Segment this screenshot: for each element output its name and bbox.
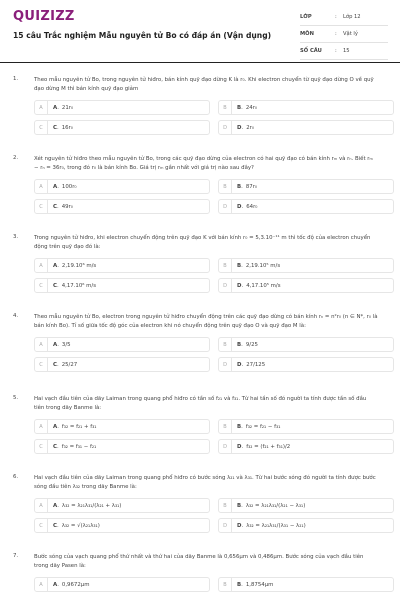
option-letter-badge: B [219, 101, 232, 114]
option-letter-badge: C [35, 200, 48, 213]
option-text: λ₃₂ = λ₂₁λ₃₁/(λ₃₁ − λ₂₁) [246, 522, 306, 529]
answer-options [34, 577, 390, 592]
option-text: 0,9672μm [61, 581, 90, 588]
answer-option[interactable] [34, 120, 210, 135]
page-title: 15 câu Trắc nghiệm Mẫu nguyên tử Bo có đáp án (Vận dụng) [13, 31, 272, 40]
answer-options [34, 419, 390, 454]
option-letter: A [53, 104, 58, 111]
answer-option[interactable] [218, 100, 394, 115]
option-dot: . [241, 124, 244, 131]
option-text: 1,8754μm [245, 581, 274, 588]
question-item [0, 313, 400, 372]
option-text: 21r₀ [61, 104, 74, 111]
meta-row-class [300, 9, 388, 26]
option-text: f₃₂ = (f₂₁ + f₃₁)/2 [246, 443, 291, 450]
option-dot: . [56, 203, 59, 210]
option-text: 4,17.10⁵ m/s [246, 282, 281, 289]
option-text: 100r₀ [61, 183, 77, 190]
option-text: 64r₀ [246, 203, 258, 210]
option-letter-badge: B [219, 499, 232, 512]
option-letter: D [237, 361, 242, 368]
option-letter: B [237, 183, 242, 190]
option-dot: . [57, 104, 59, 111]
option-text: 49r₀ [61, 203, 73, 210]
option-letter-badge: D [219, 121, 232, 134]
option-text: f₃₂ = f₂₁ − f₃₁ [245, 423, 281, 430]
option-letter: D [237, 522, 242, 529]
option-letter-badge: D [219, 200, 232, 213]
option-dot: . [56, 522, 59, 529]
option-text: 24r₀ [245, 104, 258, 111]
question-text: Xét nguyên tử hiđro theo mẫu nguyên tử Bo, trong các quỹ đạo dừng của electron có hai quỹ đạo có bán kính rₘ và rₙ. Biết rₘ − rₙ = 36r₀, trong đó r₀ là bán kính Bo. Giá trị rₘ gần nhất với giá trị nào sau đây? [34, 156, 373, 171]
question-text: Hai vạch đầu tiên của dãy Laiman trong quang phổ hiđro có bước sóng λ₂₁ và λ₃₁. Từ hai bước sóng đó người ta tính được bước sóng đầu tiên λ₃₂ trong dãy Banme là: [34, 475, 376, 490]
option-letter-badge: C [35, 519, 48, 532]
option-dot: . [241, 262, 243, 269]
option-text: 3/5 [61, 341, 71, 348]
meta-row-count [300, 43, 388, 60]
question-number: 4. [13, 313, 19, 319]
option-dot: . [56, 124, 59, 131]
question-text: Theo mẫu nguyên tử Bo, trong nguyên tử hiđro, bán kính quỹ đạo dừng K là r₀. Khi electron chuyển từ quỹ đạo dừng O về quỹ đạo dừng M thì bán kính quỹ đạo giảm [34, 77, 374, 92]
option-dot: . [56, 443, 59, 450]
header [0, 0, 400, 62]
option-dot: . [241, 443, 244, 450]
option-letter: B [237, 581, 242, 588]
option-text: 16r₀ [61, 124, 73, 131]
question-number: 5. [13, 395, 19, 401]
option-letter: A [53, 341, 58, 348]
option-text: 2,19.10⁵ m/s [245, 262, 281, 269]
meta-row-subject [300, 26, 388, 43]
option-text: f₃₂ = f₃₁ − f₂₁ [61, 443, 97, 450]
answer-option[interactable] [218, 357, 394, 372]
option-letter-badge: A [35, 180, 48, 193]
option-letter: A [53, 183, 58, 190]
answer-option[interactable] [34, 439, 210, 454]
answer-option[interactable] [218, 419, 394, 434]
option-letter: B [237, 341, 242, 348]
option-letter-badge: A [35, 499, 48, 512]
option-letter-badge: A [35, 101, 48, 114]
answer-option[interactable] [218, 179, 394, 194]
answer-options [34, 100, 390, 135]
question-item [0, 395, 400, 454]
option-letter: A [53, 581, 58, 588]
option-text: 27/125 [246, 361, 266, 368]
meta-colon: : [335, 48, 337, 54]
option-dot: . [241, 183, 243, 190]
option-dot: . [57, 183, 59, 190]
answer-option[interactable] [218, 120, 394, 135]
question-text: Theo mẫu nguyên tử Bo, electron trong nguyên tử hiđro chuyển động trên các quỹ đạo dừng có bán kính rₙ = n²r₀ (n ∈ N*, r₀ là bán kính Bo). Tỉ số giữa tốc độ góc của electron khi nó chuyển động trên quỹ đạo O và quỹ đạo M là: [34, 314, 378, 329]
meta-value: Lớp 12 [343, 14, 361, 20]
question-number: 2. [13, 155, 19, 161]
option-letter-badge: B [219, 578, 232, 591]
answer-option[interactable] [218, 337, 394, 352]
option-letter: C [53, 124, 57, 131]
option-letter: A [53, 502, 58, 509]
option-text: λ₃₂ = √(λ₂₁λ₃₁) [61, 522, 100, 529]
answer-option[interactable] [34, 258, 210, 273]
option-letter-badge: B [219, 259, 232, 272]
option-letter-badge: C [35, 358, 48, 371]
answer-option[interactable] [218, 518, 394, 533]
meta-colon: : [335, 31, 337, 37]
option-letter-badge: C [35, 121, 48, 134]
option-dot: . [57, 341, 59, 348]
question-text: Hai vạch đầu tiên của dãy Laiman trong quang phổ hiđro có tần số f₂₁ và f₃₁. Từ hai tần số đó người ta tính được tần số đầu tiên trong dãy Banme là: [34, 396, 367, 411]
option-dot: . [241, 203, 244, 210]
answer-option[interactable] [218, 199, 394, 214]
answer-option[interactable] [218, 498, 394, 513]
option-letter: D [237, 124, 242, 131]
option-text: λ₃₂ = λ₂₁λ₃₁/(λ₂₁ + λ₃₁) [61, 502, 122, 509]
option-letter-badge: B [219, 420, 232, 433]
option-letter: C [53, 361, 57, 368]
option-dot: . [56, 361, 59, 368]
meta-key: SỐ CÂU [300, 48, 322, 54]
option-letter: D [237, 203, 242, 210]
option-dot: . [241, 282, 244, 289]
answer-option[interactable] [34, 199, 210, 214]
answer-option[interactable] [218, 577, 394, 592]
question-number: 1. [13, 76, 19, 82]
answer-options [34, 258, 390, 293]
option-letter: C [53, 443, 57, 450]
option-dot: . [241, 423, 243, 430]
option-letter-badge: B [219, 338, 232, 351]
option-letter: C [53, 522, 57, 529]
option-letter: B [237, 502, 242, 509]
answer-option[interactable] [34, 518, 210, 533]
option-dot: . [241, 361, 244, 368]
question-item [0, 155, 400, 214]
question-number: 7. [13, 553, 19, 559]
option-letter-badge: C [35, 440, 48, 453]
answer-option[interactable] [34, 577, 210, 592]
answer-option[interactable] [34, 419, 210, 434]
option-text: f₃₂ = f₂₁ + f₃₁ [61, 423, 97, 430]
question-item [0, 553, 400, 592]
option-letter: C [53, 203, 57, 210]
answer-option[interactable] [218, 439, 394, 454]
question-number: 6. [13, 474, 19, 480]
answer-option[interactable] [34, 498, 210, 513]
option-letter-badge: B [219, 180, 232, 193]
option-letter: A [53, 262, 58, 269]
option-letter: C [53, 282, 57, 289]
answer-option[interactable] [218, 278, 394, 293]
option-letter-badge: D [219, 440, 232, 453]
option-letter: A [53, 423, 58, 430]
answer-option[interactable] [218, 258, 394, 273]
option-letter: D [237, 282, 242, 289]
option-letter-badge: D [219, 279, 232, 292]
option-letter-badge: D [219, 519, 232, 532]
option-dot: . [57, 423, 59, 430]
question-item [0, 234, 400, 293]
option-letter: B [237, 104, 242, 111]
option-text: 2r₀ [246, 124, 255, 131]
option-text: 4,17.10⁶ m/s [61, 282, 97, 289]
option-dot: . [241, 104, 243, 111]
option-letter: D [237, 443, 242, 450]
answer-option[interactable] [34, 357, 210, 372]
option-dot: . [241, 502, 243, 509]
option-dot: . [241, 522, 244, 529]
option-dot: . [57, 502, 59, 509]
option-letter-badge: A [35, 338, 48, 351]
option-letter: B [237, 262, 242, 269]
question-number: 3. [13, 234, 19, 240]
option-letter-badge: A [35, 420, 48, 433]
answer-options [34, 179, 390, 214]
answer-option[interactable] [34, 179, 210, 194]
answer-option[interactable] [34, 337, 210, 352]
answer-options [34, 337, 390, 372]
answer-option[interactable] [34, 278, 210, 293]
question-item [0, 76, 400, 135]
option-text: 2,19.10⁶ m/s [61, 262, 97, 269]
option-text: λ₃₂ = λ₂₁λ₃₁/(λ₂₁ − λ₃₁) [245, 502, 306, 509]
logo: QUIZIZZ [13, 9, 75, 24]
option-dot: . [57, 262, 59, 269]
meta-key: MÔN [300, 31, 314, 37]
option-text: 25/27 [61, 361, 78, 368]
option-letter: B [237, 423, 242, 430]
option-dot: . [57, 581, 59, 588]
meta-colon: : [335, 14, 337, 20]
meta-key: LỚP [300, 14, 312, 20]
meta-value: Vật lý [343, 31, 358, 37]
answer-option[interactable] [34, 100, 210, 115]
question-text: Bước sóng của vạch quang phổ thứ nhất và thứ hai của dãy Banme là 0,656μm và 0,486μm. Bước sóng của vạch đầu tiên trong dãy Pasen là: [34, 554, 364, 569]
option-letter-badge: C [35, 279, 48, 292]
option-dot: . [241, 581, 243, 588]
option-letter-badge: D [219, 358, 232, 371]
option-dot: . [241, 341, 243, 348]
meta-panel [300, 9, 388, 60]
question-text: Trong nguyên tử hiđro, khi electron chuyển động trên quỹ đạo K với bán kính r₀ = 5,3.10⁻¹¹ m thì tốc độ của electron chuyển động trên quỹ đạo đó là: [34, 235, 371, 250]
option-text: 87r₀ [245, 183, 258, 190]
meta-value: 15 [343, 48, 350, 54]
answer-options [34, 498, 390, 533]
option-letter-badge: A [35, 578, 48, 591]
option-dot: . [56, 282, 59, 289]
option-letter-badge: A [35, 259, 48, 272]
question-item [0, 474, 400, 533]
header-divider [0, 62, 400, 63]
option-text: 9/25 [245, 341, 258, 348]
